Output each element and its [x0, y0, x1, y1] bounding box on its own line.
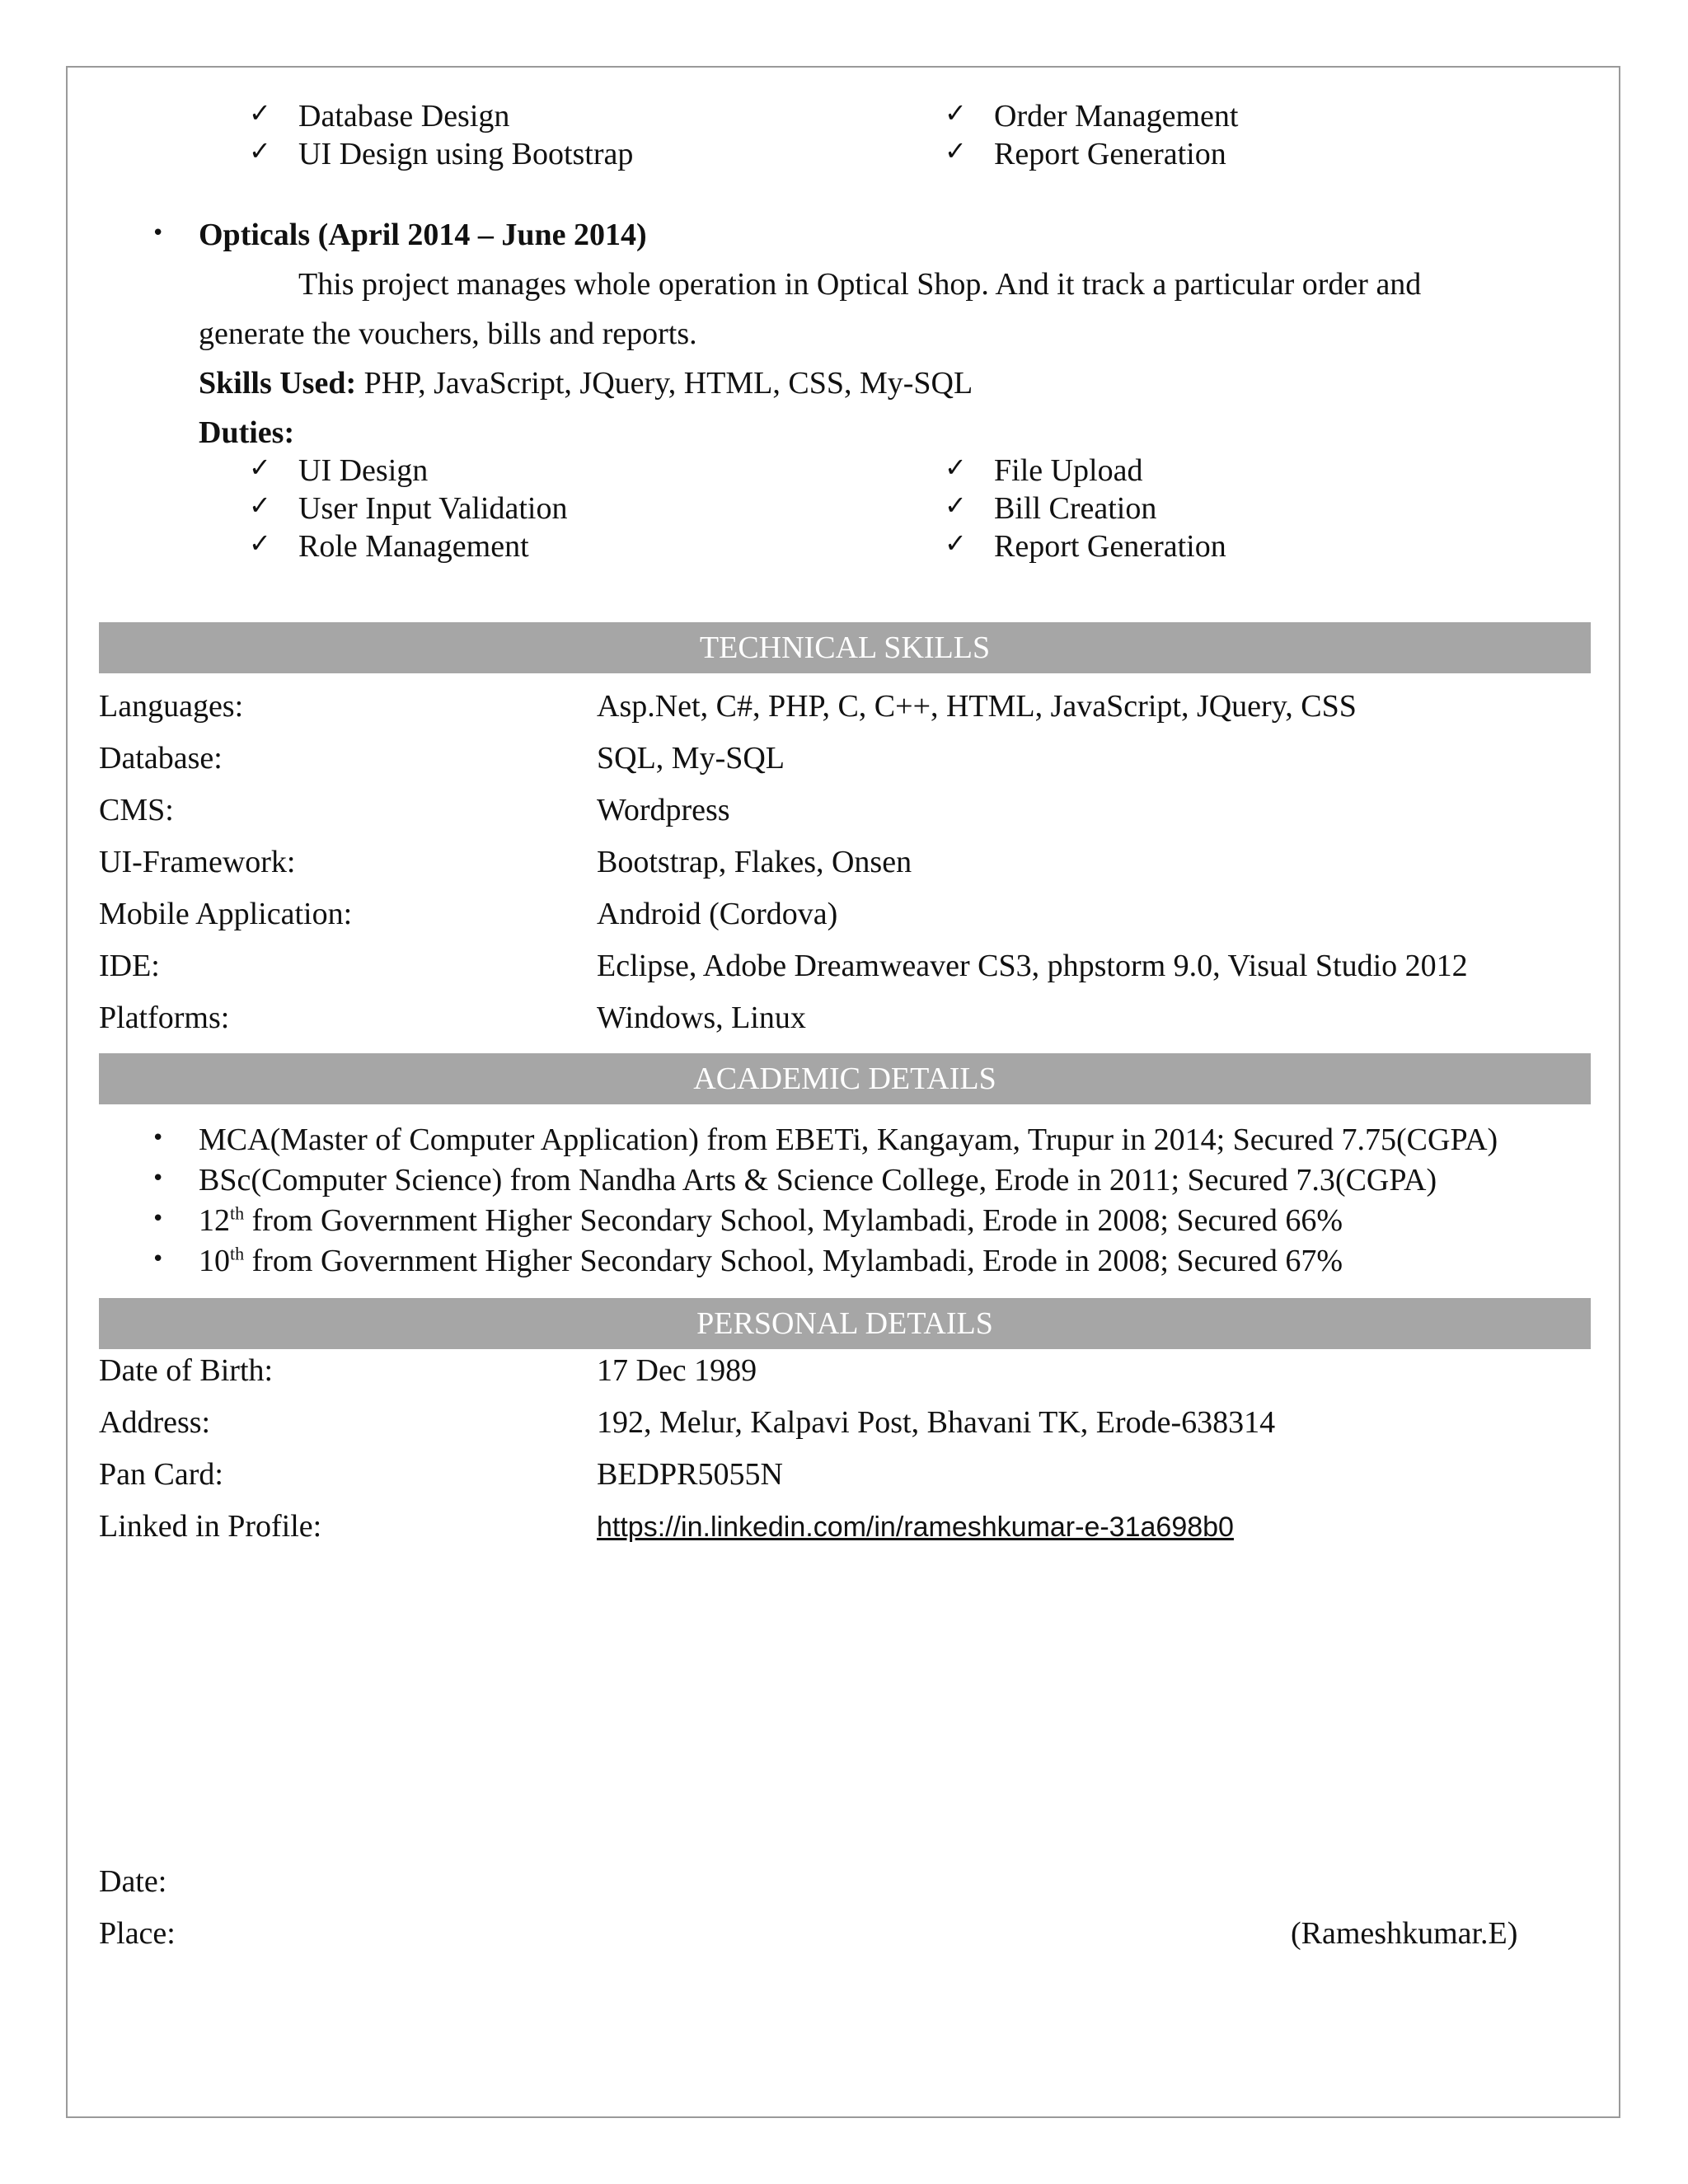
checkmark-icon: ✓: [249, 490, 271, 521]
personal-label: Pan Card:: [99, 1457, 223, 1492]
academic-item: MCA(Master of Computer Application) from EBETi, Kangayam, Trupur in 2014; Secured 7.75(CGPA): [199, 1122, 1498, 1157]
personal-value: 192, Melur, Kalpavi Post, Bhavani TK, Erode-638314: [597, 1405, 1276, 1440]
academic-grade: 12: [199, 1203, 230, 1238]
date-label: Date:: [99, 1864, 167, 1899]
checkmark-icon: ✓: [945, 97, 967, 129]
signature-name: (Rameshkumar.E): [1291, 1916, 1518, 1951]
bullet-icon: •: [152, 1207, 165, 1231]
duty-item: Role Management: [298, 529, 529, 564]
linkedin-profile-link[interactable]: https://in.linkedin.com/in/rameshkumar-e-31a698b0: [597, 1511, 1234, 1543]
academic-details-heading: ACADEMIC DETAILS: [99, 1053, 1591, 1104]
personal-label: Address:: [99, 1405, 211, 1440]
project-description-line2: generate the vouchers, bills and reports.: [199, 316, 697, 351]
personal-value: 17 Dec 1989: [597, 1353, 757, 1388]
skill-value: Eclipse, Adobe Dreamweaver CS3, phpstorm 9.0, Visual Studio 2012: [597, 949, 1468, 983]
academic-grade: 10: [199, 1244, 230, 1278]
duty-item: UI Design using Bootstrap: [298, 137, 634, 171]
skill-value: SQL, My-SQL: [597, 741, 785, 776]
project-description-line1: This project manages whole operation in Optical Shop. And it track a particular order and: [298, 267, 1422, 302]
skills-used: [199, 364, 973, 402]
skills-used-value: PHP, JavaScript, JQuery, HTML, CSS, My-SQL: [356, 366, 973, 401]
academic-item-text: from Government Higher Secondary School, Mylambadi, Erode in 2008; Secured 67%: [244, 1244, 1343, 1278]
checkmark-icon: ✓: [945, 490, 967, 521]
checkmark-icon: ✓: [249, 97, 271, 129]
skill-label: CMS:: [99, 793, 174, 827]
bullet-icon: •: [152, 1126, 165, 1151]
skill-label: UI-Framework:: [99, 845, 296, 879]
skill-label: Mobile Application:: [99, 897, 353, 931]
personal-value: BEDPR5055N: [597, 1457, 783, 1492]
ordinal-suffix: th: [230, 1243, 245, 1264]
academic-item: [199, 1202, 1343, 1240]
skill-label: Database:: [99, 741, 223, 776]
skill-value: Bootstrap, Flakes, Onsen: [597, 845, 912, 879]
bullet-icon: •: [152, 1247, 165, 1272]
duty-item: UI Design: [298, 453, 429, 488]
skill-label: IDE:: [99, 949, 160, 983]
duties-label: Duties:: [199, 415, 295, 450]
duty-item: User Input Validation: [298, 491, 568, 526]
academic-item: BSc(Computer Science) from Nandha Arts & Science College, Erode in 2011; Secured 7.3(CGPA): [199, 1163, 1437, 1197]
duty-item: Report Generation: [994, 137, 1226, 171]
checkmark-icon: ✓: [945, 452, 967, 483]
technical-skills-heading: TECHNICAL SKILLS: [99, 622, 1591, 673]
project-title: Opticals (April 2014 – June 2014): [199, 218, 647, 252]
academic-item-text: from Government Higher Secondary School, Mylambadi, Erode in 2008; Secured 66%: [244, 1203, 1343, 1238]
checkmark-icon: ✓: [249, 527, 271, 559]
checkmark-icon: ✓: [945, 135, 967, 166]
skill-label: Languages:: [99, 689, 244, 724]
ordinal-suffix: th: [230, 1202, 245, 1224]
skill-value: Windows, Linux: [597, 1001, 806, 1035]
personal-label: Date of Birth:: [99, 1353, 274, 1388]
personal-details-heading: PERSONAL DETAILS: [99, 1298, 1591, 1349]
skill-value: Android (Cordova): [597, 897, 838, 931]
skills-used-label: Skills Used:: [199, 366, 357, 401]
duty-item: Database Design: [298, 99, 510, 134]
bullet-icon: •: [152, 1166, 165, 1191]
linkedin-label: Linked in Profile:: [99, 1509, 322, 1544]
academic-item: [199, 1242, 1343, 1280]
skill-value: Asp.Net, C#, PHP, C, C++, HTML, JavaScript, JQuery, CSS: [597, 689, 1357, 724]
checkmark-icon: ✓: [249, 135, 271, 166]
checkmark-icon: ✓: [249, 452, 271, 483]
duty-item: File Upload: [994, 453, 1143, 488]
duty-item: Bill Creation: [994, 491, 1157, 526]
skill-value: Wordpress: [597, 793, 730, 827]
bullet-icon: •: [152, 221, 165, 246]
checkmark-icon: ✓: [945, 527, 967, 559]
duty-item: Report Generation: [994, 529, 1226, 564]
place-label: Place:: [99, 1916, 176, 1951]
duty-item: Order Management: [994, 99, 1239, 134]
skill-label: Platforms:: [99, 1001, 230, 1035]
